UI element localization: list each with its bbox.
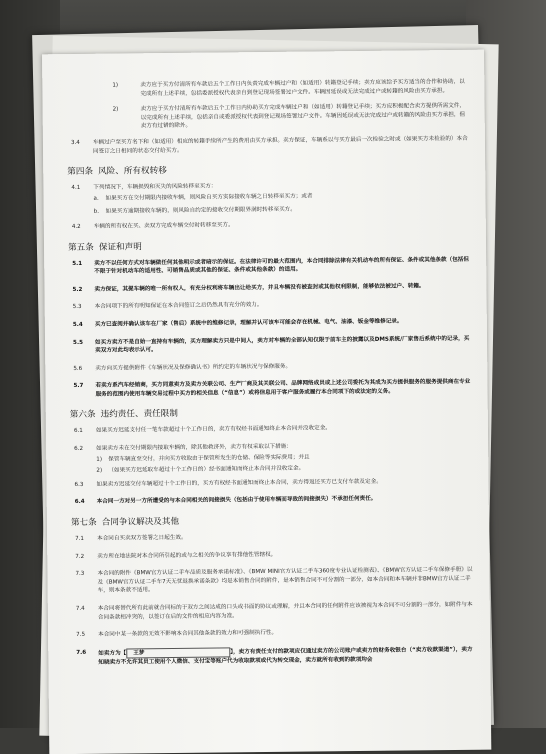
clause-text: 本合同将替代所有此前就合同标的于双方之间达成的口头或书面的协议或理解，并且本合同的任何附件应该被视为本合同不可分割的一部分，如附件与本合同条款相冲突的，以签订在后的文件的相应内容为准。 bbox=[97, 601, 473, 621]
clause-prefix: 如卖方为【 bbox=[98, 650, 127, 657]
clause-7-3 bbox=[71, 566, 475, 596]
clause-text: 如果卖方未在交付期限内接取车辆的，除其他救济外，卖方有权采取以下措施： bbox=[96, 443, 292, 452]
clause-item bbox=[66, 78, 470, 99]
clause-7-2 bbox=[71, 548, 475, 561]
clause-number: 4.1 bbox=[71, 185, 81, 192]
clause-number: 6.1 bbox=[73, 428, 83, 435]
clause-number: 5.5 bbox=[73, 339, 83, 346]
clause-number: 7.2 bbox=[75, 553, 85, 560]
section-number: 第四条 bbox=[67, 166, 94, 178]
clause-text: 卖方不以任何方式对车辆做任何其他明示或者暗示的保证。在法律许可的最大范围内，本合同排除法律有关机动车的所有保证、条件或其他条款（包括但不限于针对机动车的适用性、可销售品质或其他的保证、条件或其他条款）的适用。 bbox=[94, 256, 470, 275]
clause-number: 7.6 bbox=[76, 649, 87, 656]
section-title: 保证和声明 bbox=[98, 241, 142, 253]
section-title: 违约责任、责任限制 bbox=[100, 409, 178, 421]
section-number: 第七条 bbox=[70, 517, 97, 529]
seller-name-field: 王梦 bbox=[126, 647, 230, 659]
clause-text: 卖方所在地法院对本合同所引起的或与之相关的争议享有排他性管辖权。 bbox=[97, 551, 277, 560]
clause-5-5 bbox=[69, 334, 473, 355]
clause-number: 5.7 bbox=[73, 383, 84, 390]
clause-number: 7.1 bbox=[75, 535, 85, 543]
clause-text: 若卖方系汽车经销商，买方同意卖方及卖方关联公司、生产厂商及其关联公司、品牌网络成员或上述公司委托为其成为买方提供服务的服务提供商在专业服务的范围内使用车辆交易过程中买方的相关信息（“信息”）或将信息用于客户服务或履行本合同项下的或法定的义务。 bbox=[95, 379, 471, 398]
clause-number: 6.2 bbox=[74, 445, 84, 453]
clause-7-6 bbox=[72, 645, 476, 668]
clause-6-1 bbox=[70, 423, 474, 436]
clause-7-1 bbox=[71, 531, 475, 544]
clause-5-2 bbox=[68, 282, 472, 295]
clause-number: 7.4 bbox=[75, 605, 85, 612]
clause-item bbox=[67, 102, 471, 132]
bullet-item bbox=[94, 204, 472, 217]
clause-number: 7.3 bbox=[75, 571, 85, 578]
clause-text bbox=[98, 645, 476, 668]
clause-number: 5.6 bbox=[73, 365, 83, 372]
bullet-text: 保管车辆直至交付，并向买方收取由于保管所发生的仓储、保险等实际费用；并且 bbox=[108, 454, 310, 463]
clause-7-4 bbox=[72, 601, 476, 622]
clause-text: 本合同项下的所有明知保证在本合同签订之后仍然具有充分的效力。 bbox=[94, 302, 263, 311]
clause-3-4 bbox=[67, 135, 471, 156]
section-heading-5 bbox=[68, 237, 472, 253]
clause-text: 卖方应于买方付清所有车款后五个工作日内协助买方完成车辆过户和（如适用）转籍登记手续；买方应积极配合卖方提供所需文件，以完成所有上述手续，包括亲自或委派授权代表到登记现场签署过户文件。车辆因延误或无法完成过户或转籍的风险由买方承担，但卖方有过错的除外。 bbox=[140, 103, 466, 130]
section-title: 风险、所有权转移 bbox=[97, 166, 167, 177]
section-heading-7 bbox=[71, 513, 475, 529]
clause-5-3 bbox=[69, 299, 473, 312]
clause-number: 6.4 bbox=[74, 499, 85, 506]
clause-text: 本合同一方对另一方所遭受的与本合同相关的间接损失（包括由于使用车辆而导致的间接损失）不承担任何责任。 bbox=[96, 496, 377, 506]
clause-6-4 bbox=[71, 494, 475, 507]
clause-number: 5.1 bbox=[72, 260, 83, 267]
section-title: 合同争议解决及其他 bbox=[101, 516, 180, 528]
clause-5-7 bbox=[69, 378, 473, 399]
bullet-item bbox=[96, 463, 474, 476]
bullet-mark: 2) bbox=[96, 467, 103, 475]
clause-5-4 bbox=[69, 317, 473, 330]
clause-text: 本合同中某一条款的无效不影响本合同其他条款的效力和可强制执行性。 bbox=[98, 630, 278, 638]
clause-number: 7.5 bbox=[76, 632, 86, 639]
clause-text: 卖方保证，其提车辆的唯一所有权人，有充分权利将车辆出让给买方，并且车辆没有被查封或其他权利限制，能够依法被过户、转籍。 bbox=[94, 283, 425, 293]
bullet-item bbox=[93, 191, 471, 204]
clause-number: 5.2 bbox=[72, 286, 83, 293]
bullet-text: （如果买方迟延取车超过十个工作日的）经书面通知而终止本合同并没收定金。 bbox=[108, 465, 305, 474]
clause-text: 本合同的附件《BMW官方认证二手车品质及服务承诺标准》、《BMW MINI官方认证二手车360度专业认证检测表》、《BMW官方认证二手车保修手册》以及《BMW官方认证二手车7天无忧退换承诺条款》均是本销售合同的附件，是本销售合同不可分割的一部分，如本合同和本车辆并非BMW官方认证二手车，则本条款不适用。 bbox=[97, 567, 473, 595]
clause-number: 1) bbox=[112, 82, 119, 89]
section-number: 第六条 bbox=[69, 410, 96, 421]
clause-4-2 bbox=[68, 219, 472, 232]
clause-number: 2) bbox=[112, 106, 119, 113]
clause-5-6 bbox=[69, 361, 473, 374]
clause-number: 3.4 bbox=[70, 139, 80, 146]
clause-6-3 bbox=[70, 477, 474, 490]
clause-text: 下列情况下，车辆损毁和灭失的风险转移至买方： bbox=[93, 183, 217, 191]
clause-text: 卖方应于买方付清所有车款后五个工作日内负责完成车辆过户和（如适用）转籍登记手续；卖方应该给予买方适当的合作和协助，以完成所有上述手续，包括委派授权代表亲自到登记现场签署过户文件。车辆因延误或无法完成过户或转籍的风险由买方承担。 bbox=[140, 78, 465, 97]
bullet-mark: a. bbox=[93, 195, 99, 202]
bullet-mark: 1) bbox=[96, 456, 103, 463]
clause-text: 如果买方迟延支付任一笔车款超过十个工作日的，卖方有权经书面通知终止本合同并没收定金。 bbox=[95, 425, 331, 435]
bullet-mark: b. bbox=[93, 209, 100, 216]
clause-text: 如果卖方迟延交付车辆超过十个工作日的，买方有权经书面通知而终止本合同，卖方得返还买方已支付车款及定金。 bbox=[96, 478, 382, 488]
bullet-item bbox=[96, 451, 474, 464]
clause-text: 卖方向买方提供附件《车辆状况及保修确认书》所约定的车辆状况与保修服务。 bbox=[95, 363, 292, 372]
clause-text: 买方已查阅并确认该车在厂家（售后）系统中的维修记录，理解并认可该车可能会存在机械、电气、油漆、钣金等维修记录。 bbox=[94, 318, 403, 328]
page-content bbox=[66, 78, 476, 677]
clause-suffix: 】，卖方有责任支付的款项应仅通过卖方的公司账户或卖方的财务收银台（“卖方收款渠道”），卖方知晓卖方不允许其员工使用个人微信、支付宝等账户代为收取款项或代为转交现金，卖方就所有收到的款项均会 bbox=[98, 646, 473, 667]
clause-number: 5.4 bbox=[72, 321, 83, 328]
bullet-text: 如果买方逾期接收车辆的，则风险自约定的接收交付期限界满时转移至买方。 bbox=[105, 207, 296, 215]
bullet-text: 如果买方在交付期限内接收车辆，则风险自买方实际接收车辆之日转移至买方；或者 bbox=[105, 193, 313, 202]
clause-text: 本合同自买卖双方签署之日起生效。 bbox=[97, 534, 187, 542]
clause-number: 6.3 bbox=[74, 481, 84, 488]
clause-number: 4.2 bbox=[71, 223, 81, 230]
section-number: 第五条 bbox=[67, 242, 94, 253]
clause-text: 如买方卖方不是自始一直持有车辆的，买方理解卖方只是中间人，卖方对车辆的全部认知仅限于前车主的披露以及DMS系统/厂家售后系统中的记录，买卖双方对此均表示认可。 bbox=[94, 335, 470, 354]
contract-page bbox=[42, 50, 491, 754]
clause-text: 车辆过户至买方名下和（如适用）相应的转籍手续所产生的费用由买方承担。卖方保证，车辆系以与买方最后一次检验之时或（如果买方未检验的）本合同签订之日相同的状态交付给买方。 bbox=[92, 135, 468, 155]
clause-text: 车辆的所有权在买、卖双方完成车辆交付时转移至买方。 bbox=[93, 222, 234, 230]
section-heading-4 bbox=[67, 162, 471, 178]
clause-number: 5.3 bbox=[72, 304, 82, 311]
section-heading-6 bbox=[70, 405, 474, 421]
clause-5-1 bbox=[68, 255, 472, 276]
clause-7-5 bbox=[72, 627, 476, 640]
